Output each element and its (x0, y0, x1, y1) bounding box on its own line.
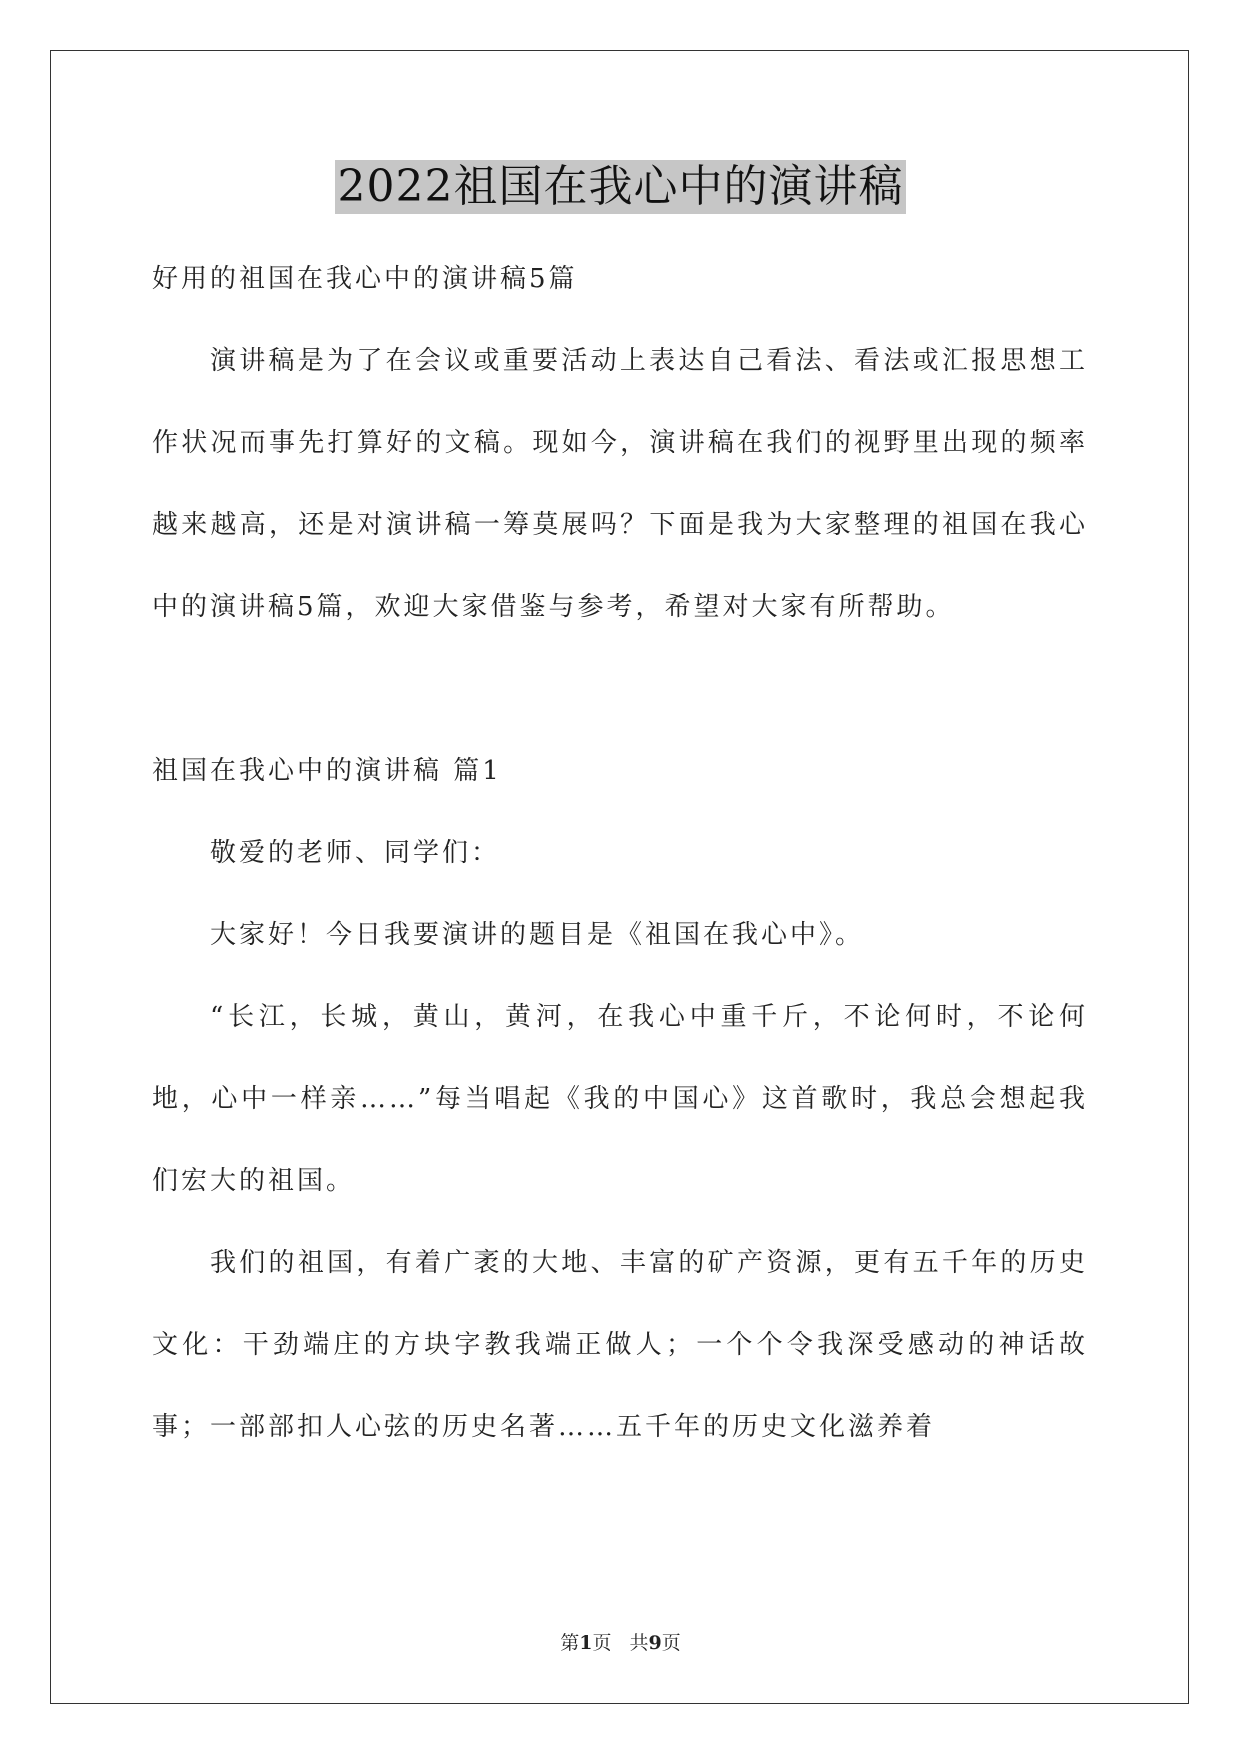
intro-paragraph: 演讲稿是为了在会议或重要活动上表达自己看法、看法或汇报思想工作状况而事先打算好的文稿。现如今，演讲稿在我们的视野里出现的频率越来越高，还是对演讲稿一筹莫展吗？下面是我为大家整理的祖国在我心中的演讲稿5篇，欢迎大家借鉴与参考，希望对大家有所帮助。 (152, 346, 1088, 622)
document-subtitle: 好用的祖国在我心中的演讲稿5篇 (152, 264, 578, 294)
total-suffix: 页 (661, 1632, 681, 1654)
body-paragraph: “长江，长城，黄山，黄河，在我心中重千斤，不论何时，不论何地，心中一样亲……”每当唱起《我的中国心》这首歌时，我总会想起我们宏大的祖国。 (152, 1002, 1088, 1196)
title-container (0, 160, 1241, 214)
body-paragraph: 大家好！今日我要演讲的题目是《祖国在我心中》。 (210, 920, 865, 950)
page-current: 1 (579, 1632, 593, 1654)
page-total: 9 (648, 1632, 662, 1654)
page-suffix: 页 (592, 1632, 612, 1654)
greeting-paragraph: 敬爱的老师、同学们： (210, 838, 501, 868)
total-prefix: 共 (629, 1632, 649, 1654)
document-body (152, 238, 1088, 1468)
section-heading: 祖国在我心中的演讲稿 篇1 (152, 756, 502, 786)
page-prefix: 第 (560, 1632, 580, 1654)
document-title: 2022祖国在我心中的演讲稿 (335, 160, 907, 214)
body-paragraph: 我们的祖国，有着广袤的大地、丰富的矿产资源，更有五千年的历史文化：干劲端庄的方块字教我端正做人；一个个令我深受感动的神话故事；一部部扣人心弦的历史名著……五千年的历史文化滋养着 (152, 1248, 1088, 1442)
section-gap (152, 648, 1088, 730)
page-footer (0, 1628, 1241, 1655)
